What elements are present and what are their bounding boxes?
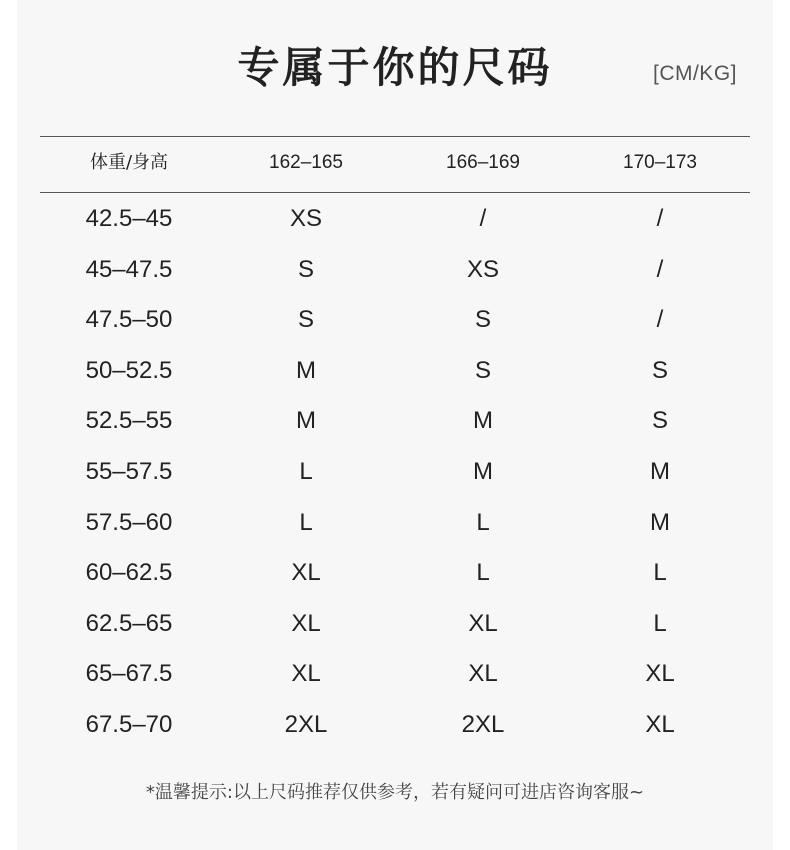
size-cell: XL bbox=[645, 711, 675, 738]
weight-range-cell: 55–57.5 bbox=[85, 458, 173, 485]
weight-range-cell: 50–52.5 bbox=[85, 356, 173, 384]
size-cell: M bbox=[650, 508, 670, 536]
size-cell: S bbox=[474, 356, 491, 384]
weight-range-cell: 42.5–45 bbox=[85, 205, 173, 232]
unit-label: [CM/KG] bbox=[652, 62, 737, 85]
size-cell: / bbox=[656, 306, 664, 334]
size-cell: L bbox=[299, 508, 313, 536]
weight-range-cell: 62.5–65 bbox=[85, 609, 173, 637]
weight-range-cell: 47.5–50 bbox=[85, 306, 173, 334]
size-cell: 2XL bbox=[461, 711, 505, 738]
weight-range-cell: 52.5–55 bbox=[85, 407, 173, 435]
size-cell: L bbox=[476, 559, 490, 587]
size-cell: L bbox=[653, 559, 667, 587]
size-cell: M bbox=[296, 407, 316, 435]
size-cell: / bbox=[479, 205, 487, 232]
header-height-166-169: 166–169 bbox=[446, 152, 520, 173]
size-cell: S bbox=[651, 407, 668, 435]
size-cell: S bbox=[297, 255, 314, 283]
size-cell: M bbox=[473, 407, 493, 435]
weight-range-cell: 57.5–60 bbox=[85, 508, 173, 536]
header-height-162-165: 162–165 bbox=[269, 152, 343, 173]
size-cell: XL bbox=[291, 559, 321, 587]
size-cell: L bbox=[476, 508, 490, 536]
footnote: *温馨提示:以上尺码推荐仅供参考，若有疑问可进店咨询客服~ bbox=[145, 782, 645, 803]
page-title: 专属于你的尺码 bbox=[237, 43, 553, 92]
size-cell: XL bbox=[468, 609, 498, 637]
size-cell: XS bbox=[466, 255, 499, 283]
size-cell: M bbox=[296, 356, 316, 384]
size-cell: S bbox=[651, 356, 668, 384]
table-top-rule bbox=[40, 136, 750, 137]
weight-range-cell: 60–62.5 bbox=[85, 559, 173, 587]
size-cell: / bbox=[656, 205, 664, 232]
table-header-rule bbox=[40, 192, 750, 193]
size-cell: XL bbox=[291, 609, 321, 637]
size-cell: M bbox=[473, 458, 493, 485]
header-weight-height: 体重/身高 bbox=[89, 152, 169, 173]
weight-range-cell: 65–67.5 bbox=[85, 660, 173, 688]
header-height-170-173: 170–173 bbox=[623, 152, 697, 173]
size-cell: S bbox=[474, 306, 491, 334]
size-cell: S bbox=[297, 306, 314, 334]
size-cell: XS bbox=[289, 205, 322, 232]
size-cell: L bbox=[653, 609, 667, 637]
size-cell: / bbox=[656, 255, 664, 283]
size-cell: XL bbox=[291, 660, 321, 688]
weight-range-cell: 45–47.5 bbox=[85, 255, 173, 283]
size-cell: M bbox=[650, 458, 670, 485]
weight-range-cell: 67.5–70 bbox=[85, 711, 173, 738]
size-cell: XL bbox=[468, 660, 498, 688]
size-cell: 2XL bbox=[284, 711, 328, 738]
size-cell: XL bbox=[645, 660, 675, 688]
size-cell: L bbox=[299, 458, 313, 485]
